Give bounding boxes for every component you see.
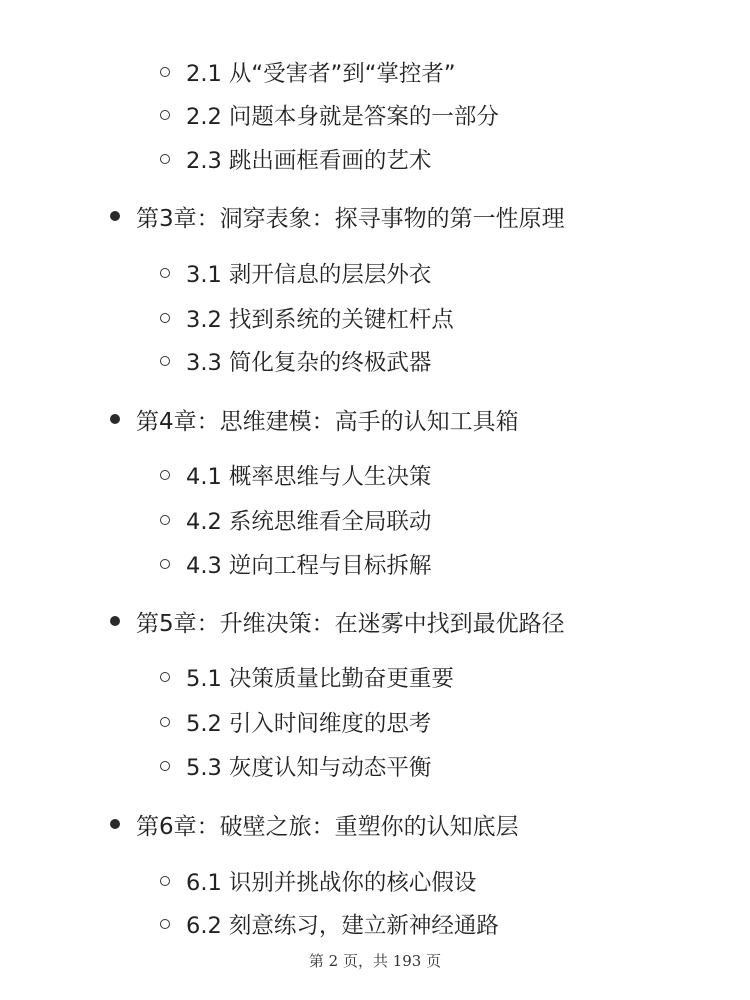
circle-bullet-icon — [160, 919, 170, 929]
toc-chapter-item — [110, 804, 519, 844]
toc-section-label: 3.3 简化复杂的终极武器 — [186, 350, 432, 376]
toc-chapter-item — [110, 196, 565, 236]
toc-chapter-label: 第4章：思维建模：高手的认知工具箱 — [136, 408, 519, 435]
toc-section-item — [160, 95, 499, 135]
toc-chapter-label: 第6章：破壁之旅：重塑你的认知底层 — [136, 813, 519, 840]
circle-bullet-icon — [160, 268, 170, 278]
toc-section-label: 2.1 从“受害者”到“掌控者” — [186, 61, 456, 87]
disc-bullet-icon — [110, 819, 120, 829]
toc-section-item — [160, 253, 431, 293]
circle-bullet-icon — [160, 876, 170, 886]
toc-section-label: 3.2 找到系统的关键杠杆点 — [186, 307, 454, 333]
toc-section-item — [160, 861, 476, 901]
circle-bullet-icon — [160, 717, 170, 727]
circle-bullet-icon — [160, 313, 170, 323]
toc-chapter-item — [110, 399, 519, 439]
toc-section-label: 4.3 逆向工程与目标拆解 — [186, 553, 432, 579]
toc-section-label: 4.2 系统思维看全局联动 — [186, 509, 432, 535]
toc-section-label: 4.1 概率思维与人生决策 — [186, 464, 432, 490]
toc-chapter-item — [110, 601, 565, 641]
toc-section-label: 2.2 问题本身就是答案的一部分 — [186, 104, 499, 130]
circle-bullet-icon — [160, 470, 170, 480]
toc-section-label: 5.2 引入时间维度的思考 — [186, 711, 432, 737]
toc-chapter-label: 第3章：洞穿表象：探寻事物的第一性原理 — [136, 205, 565, 232]
toc-section-item — [160, 139, 431, 179]
toc-section-item — [160, 298, 454, 338]
toc-section-label: 5.3 灰度认知与动态平衡 — [186, 755, 432, 781]
toc-section-label: 6.2 刻意练习，建立新神经通路 — [186, 913, 499, 939]
circle-bullet-icon — [160, 67, 170, 77]
circle-bullet-icon — [160, 515, 170, 525]
circle-bullet-icon — [160, 154, 170, 164]
page-indicator: 第 2 页，共 193 页 — [308, 952, 442, 970]
toc-section-label: 5.1 决策质量比勤奋更重要 — [186, 666, 454, 692]
toc-section-item — [160, 500, 431, 540]
disc-bullet-icon — [110, 414, 120, 424]
toc-section-label: 2.3 跳出画框看画的艺术 — [186, 148, 432, 174]
circle-bullet-icon — [160, 761, 170, 771]
disc-bullet-icon — [110, 616, 120, 626]
toc-section-label: 3.1 剥开信息的层层外衣 — [186, 262, 432, 288]
toc-section-item — [160, 455, 431, 495]
toc-section-item — [160, 657, 454, 697]
toc-section-item — [160, 52, 456, 92]
toc-section-item — [160, 746, 431, 786]
circle-bullet-icon — [160, 672, 170, 682]
toc-chapter-label: 第5章：升维决策：在迷雾中找到最优路径 — [136, 610, 565, 637]
toc-section-item — [160, 341, 431, 381]
circle-bullet-icon — [160, 356, 170, 366]
toc-section-item — [160, 702, 431, 742]
disc-bullet-icon — [110, 211, 120, 221]
circle-bullet-icon — [160, 110, 170, 120]
circle-bullet-icon — [160, 559, 170, 569]
toc-section-item — [160, 544, 431, 584]
toc-section-item — [160, 904, 499, 944]
toc-section-label: 6.1 识别并挑战你的核心假设 — [186, 870, 477, 896]
